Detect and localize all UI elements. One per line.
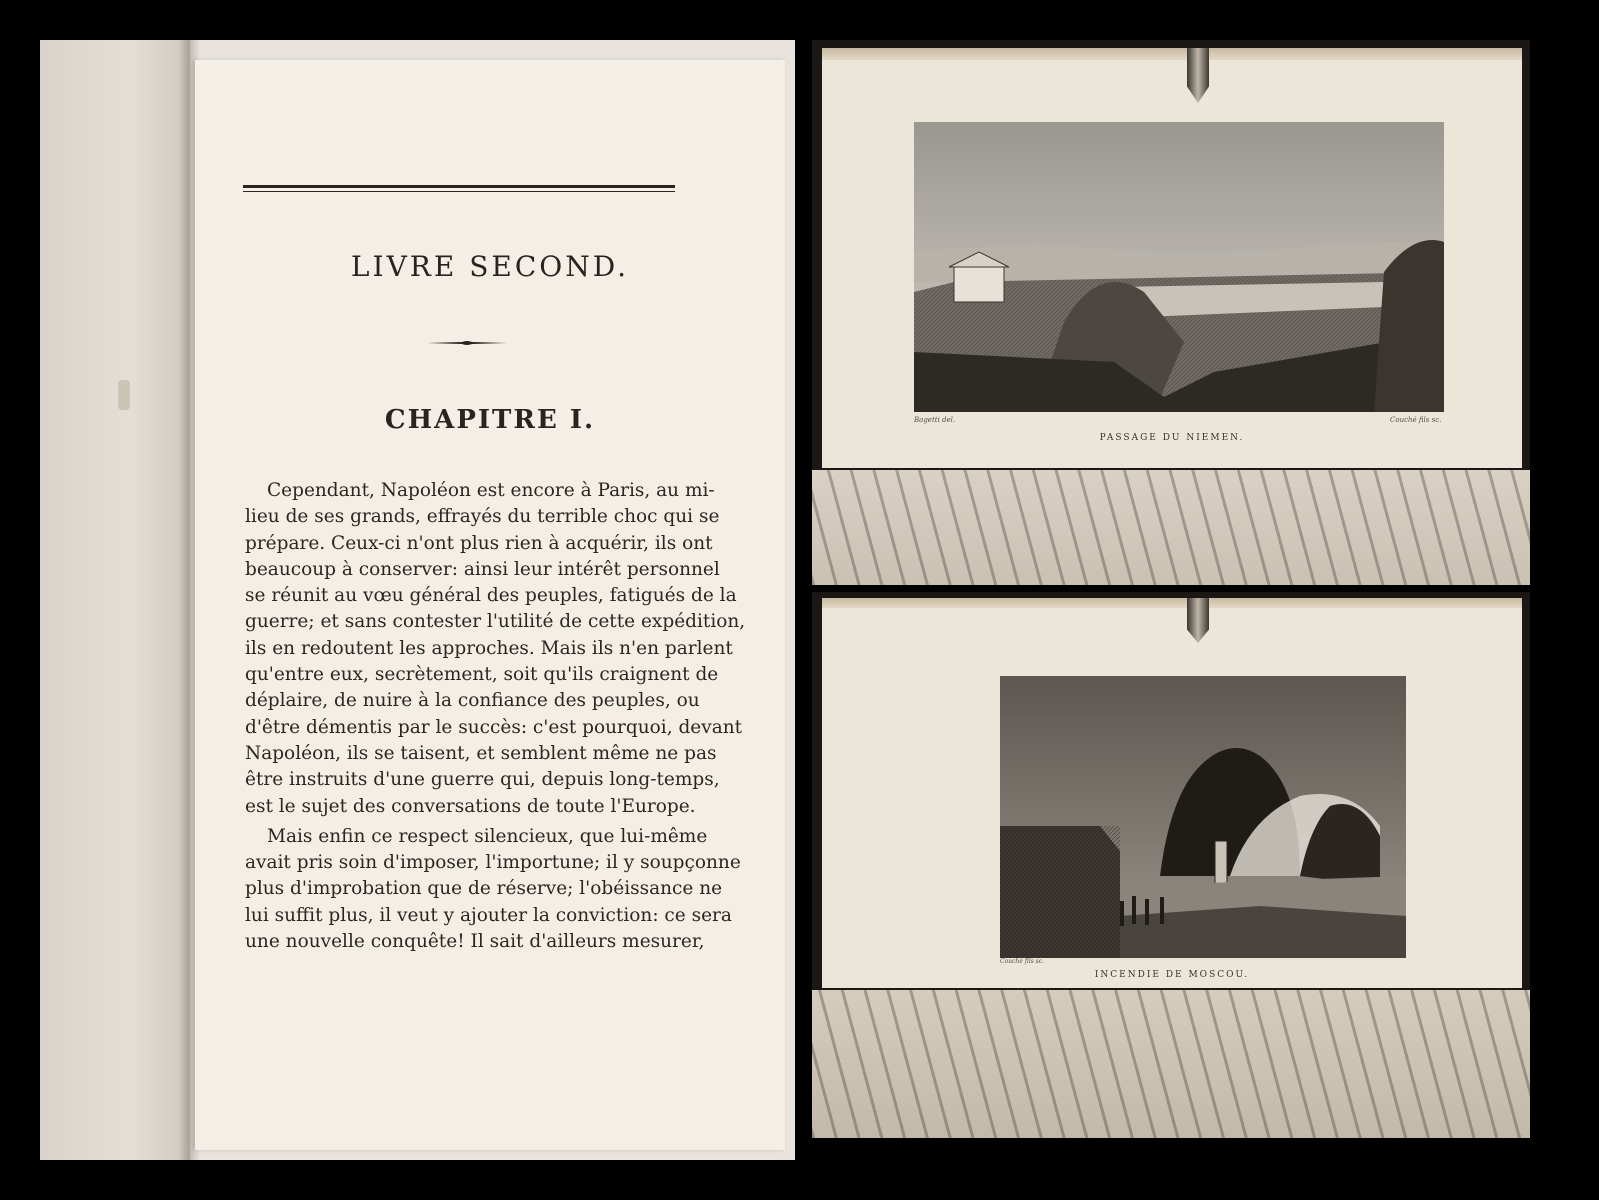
bleed-through-mark <box>118 380 130 410</box>
text-page <box>195 60 785 1150</box>
top-rule-thin <box>243 191 675 192</box>
left-page-verso <box>40 40 190 1160</box>
blurred-text-page <box>812 990 1530 1138</box>
text-line: Mais enfin ce respect silencieux, que lui-même <box>267 825 708 847</box>
engraver-credit: Couché fils sc. <box>1000 958 1045 965</box>
body-text <box>245 478 746 955</box>
text-line: lieu de ses grands, effrayés du terrible choc qui se <box>245 506 720 528</box>
plate-caption: PASSAGE DU NIEMEN. <box>1099 433 1245 443</box>
chapter-title: CHAPITRE I. <box>384 405 596 435</box>
text-line: avait pris soin d'imposer, l'importune; il y soupçonne <box>245 852 741 874</box>
text-line: qu'entre eux, secrètement, soit qu'ils craignent de <box>245 664 719 686</box>
text-line: Cependant, Napoléon est encore à Paris, au mi- <box>267 480 715 501</box>
engraver-credit-left: Bagetti del. <box>914 416 956 424</box>
text-line: se réunit au vœu général des peuples, fatigués de la <box>245 585 737 607</box>
text-line: Napoléon, ils se taisent, et semblent même ne pas <box>245 742 717 764</box>
text-line: plus d'improbation que de réserve; l'obéissance ne <box>245 878 723 900</box>
bookmark-ribbon <box>1187 48 1209 103</box>
text-line: lui suffit plus, il veut y ajouter la conviction: ce sera <box>245 904 732 926</box>
text-line: être instruits d'une guerre qui, depuis long-temps, <box>245 769 720 791</box>
plate-page <box>822 598 1522 988</box>
text-line: une nouvelle conquête! Il sait d'ailleurs mesurer, <box>245 931 705 953</box>
book-title: LIVRE SECOND. <box>350 250 630 283</box>
ornament-icon <box>427 340 507 346</box>
blurred-text-page <box>812 470 1530 585</box>
text-line: d'être démentis par le succès: c'est pourquoi, devant <box>245 716 743 738</box>
engraver-credit-right: Couché fils sc. <box>1390 416 1442 424</box>
left-book-photo <box>40 40 795 1160</box>
text-line: ils en redoutent les approches. Mais ils n'en parlent <box>245 637 733 659</box>
text-line: beaucoup à conserver: ainsi leur intérêt personnel <box>245 558 720 580</box>
top-rule <box>243 185 675 188</box>
plate-photo-niemen <box>812 40 1530 585</box>
plate-photo-moscow <box>812 592 1530 1138</box>
page-edge <box>822 598 1522 608</box>
page-edge <box>822 48 1522 60</box>
engraving-niemen <box>914 122 1444 412</box>
text-line: prépare. Ceux-ci n'ont plus rien à acquérir, ils ont <box>245 532 713 554</box>
plate-caption: INCENDIE DE MOSCOU. <box>1094 970 1250 980</box>
text-line: est le sujet des conversations de toute l'Europe. <box>245 795 696 817</box>
engraving-moscow-fire <box>1000 676 1406 958</box>
text-line: déplaire, de nuire à la confiance des peuples, ou <box>245 690 700 712</box>
bookmark-ribbon <box>1187 598 1209 643</box>
text-line: guerre; et sans contester l'utilité de cette expédition, <box>245 611 746 633</box>
plate-page <box>822 48 1522 468</box>
